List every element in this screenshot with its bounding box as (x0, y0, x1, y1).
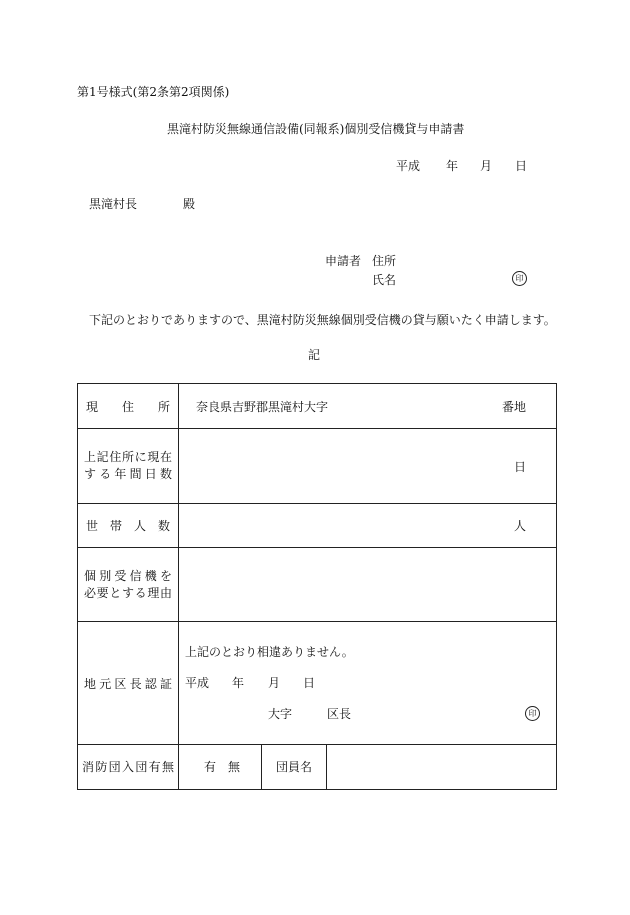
certification-value-cell[interactable] (179, 622, 557, 745)
kucho-seal-mark: 印 (525, 706, 540, 721)
certification-statement: 上記のとおり相違ありません。 (185, 645, 354, 659)
address-label-cell (78, 384, 179, 429)
residence-days-label-cell (78, 429, 179, 504)
household-label-char-1: 世 (86, 519, 99, 533)
residence-days-label (78, 449, 178, 483)
date-month: 月 (480, 159, 493, 173)
date-day: 日 (515, 159, 528, 173)
address-label-char-1: 現 (86, 399, 99, 414)
fire-brigade-label-cell (78, 745, 179, 790)
application-form-table (77, 383, 557, 790)
household-label-char-4: 数 (157, 519, 170, 533)
certification-label-cell (78, 622, 179, 745)
reason-label-cell (78, 548, 179, 622)
applicant-role: 申請者 (325, 254, 362, 268)
residence-days-label-line2: する年間日数 (84, 467, 172, 481)
certification-date-month: 月 (268, 676, 281, 690)
request-statement: 下記のとおりでありますので、黒滝村防災無線個別受信機の貸与願いたく申請します。 (89, 313, 556, 327)
form-number: 第1号様式(第2条第2項関係) (77, 85, 230, 99)
addressee-name: 黒滝村長 (89, 197, 138, 211)
fire-brigade-value-cell (179, 745, 557, 790)
reason-label-line1: 個別受信機を (84, 568, 172, 583)
member-name-label: 団員名 (276, 760, 313, 774)
household-label (78, 517, 178, 534)
member-name-field[interactable] (327, 745, 556, 789)
residence-days-label-line1: 上記住所に現在 (84, 450, 172, 464)
certification-label-char-5: 認 (144, 676, 157, 691)
applicant-name-label: 氏名 (372, 273, 397, 287)
reason-value-cell[interactable] (179, 548, 557, 622)
fire-brigade-yes[interactable]: 有 (204, 760, 217, 774)
date-year: 年 (446, 159, 459, 173)
household-unit: 人 (513, 519, 526, 533)
certification-date-day: 日 (303, 676, 316, 690)
address-label-char-3: 所 (157, 399, 170, 414)
row-reason (78, 548, 557, 622)
household-label-char-2: 帯 (109, 519, 122, 533)
household-label-char-3: 人 (133, 519, 146, 533)
document-title: 黒滝村防災無線通信設備(同報系)個別受信機貸与申請書 (167, 122, 465, 136)
row-household (78, 504, 557, 548)
address-label-char-2: 住 (121, 399, 134, 414)
residence-days-unit: 日 (513, 460, 526, 474)
certification-date-year: 年 (232, 676, 245, 690)
residence-days-value-cell[interactable] (179, 429, 557, 504)
row-address (78, 384, 557, 429)
certification-kucho: 区長 (327, 707, 352, 721)
date-era: 平成 (396, 159, 421, 173)
ki-heading: 記 (308, 348, 321, 362)
certification-label-char-4: 長 (129, 676, 142, 691)
reason-label-line2: 必要とする理由 (84, 585, 172, 600)
applicant-address-label: 住所 (372, 254, 397, 268)
row-fire-brigade (78, 745, 557, 790)
household-label-cell (78, 504, 179, 548)
row-residence-days (78, 429, 557, 504)
address-value-cell[interactable] (179, 384, 557, 429)
certification-label-char-1: 地 (84, 676, 97, 691)
certification-date-era: 平成 (185, 676, 210, 690)
fire-brigade-divider-1 (261, 745, 262, 789)
row-certification (78, 622, 557, 745)
certification-label-char-2: 元 (99, 676, 112, 691)
address-label (78, 398, 178, 415)
fire-brigade-inner (179, 745, 556, 789)
seal-mark: 印 (512, 271, 527, 286)
certification-label-char-6: 証 (159, 676, 172, 691)
certification-label-char-3: 区 (114, 676, 127, 691)
certification-oaza: 大字 (268, 707, 293, 721)
certification-label (78, 675, 178, 692)
fire-brigade-label: 消防団入団有無 (82, 759, 174, 774)
address-banchi: 番地 (501, 400, 526, 414)
reason-label (78, 568, 178, 602)
addressee-honorific: 殿 (183, 197, 196, 211)
household-value-cell[interactable] (179, 504, 557, 548)
fire-brigade-no[interactable]: 無 (228, 760, 241, 774)
address-prefix: 奈良県吉野郡黒滝村大字 (196, 400, 329, 414)
